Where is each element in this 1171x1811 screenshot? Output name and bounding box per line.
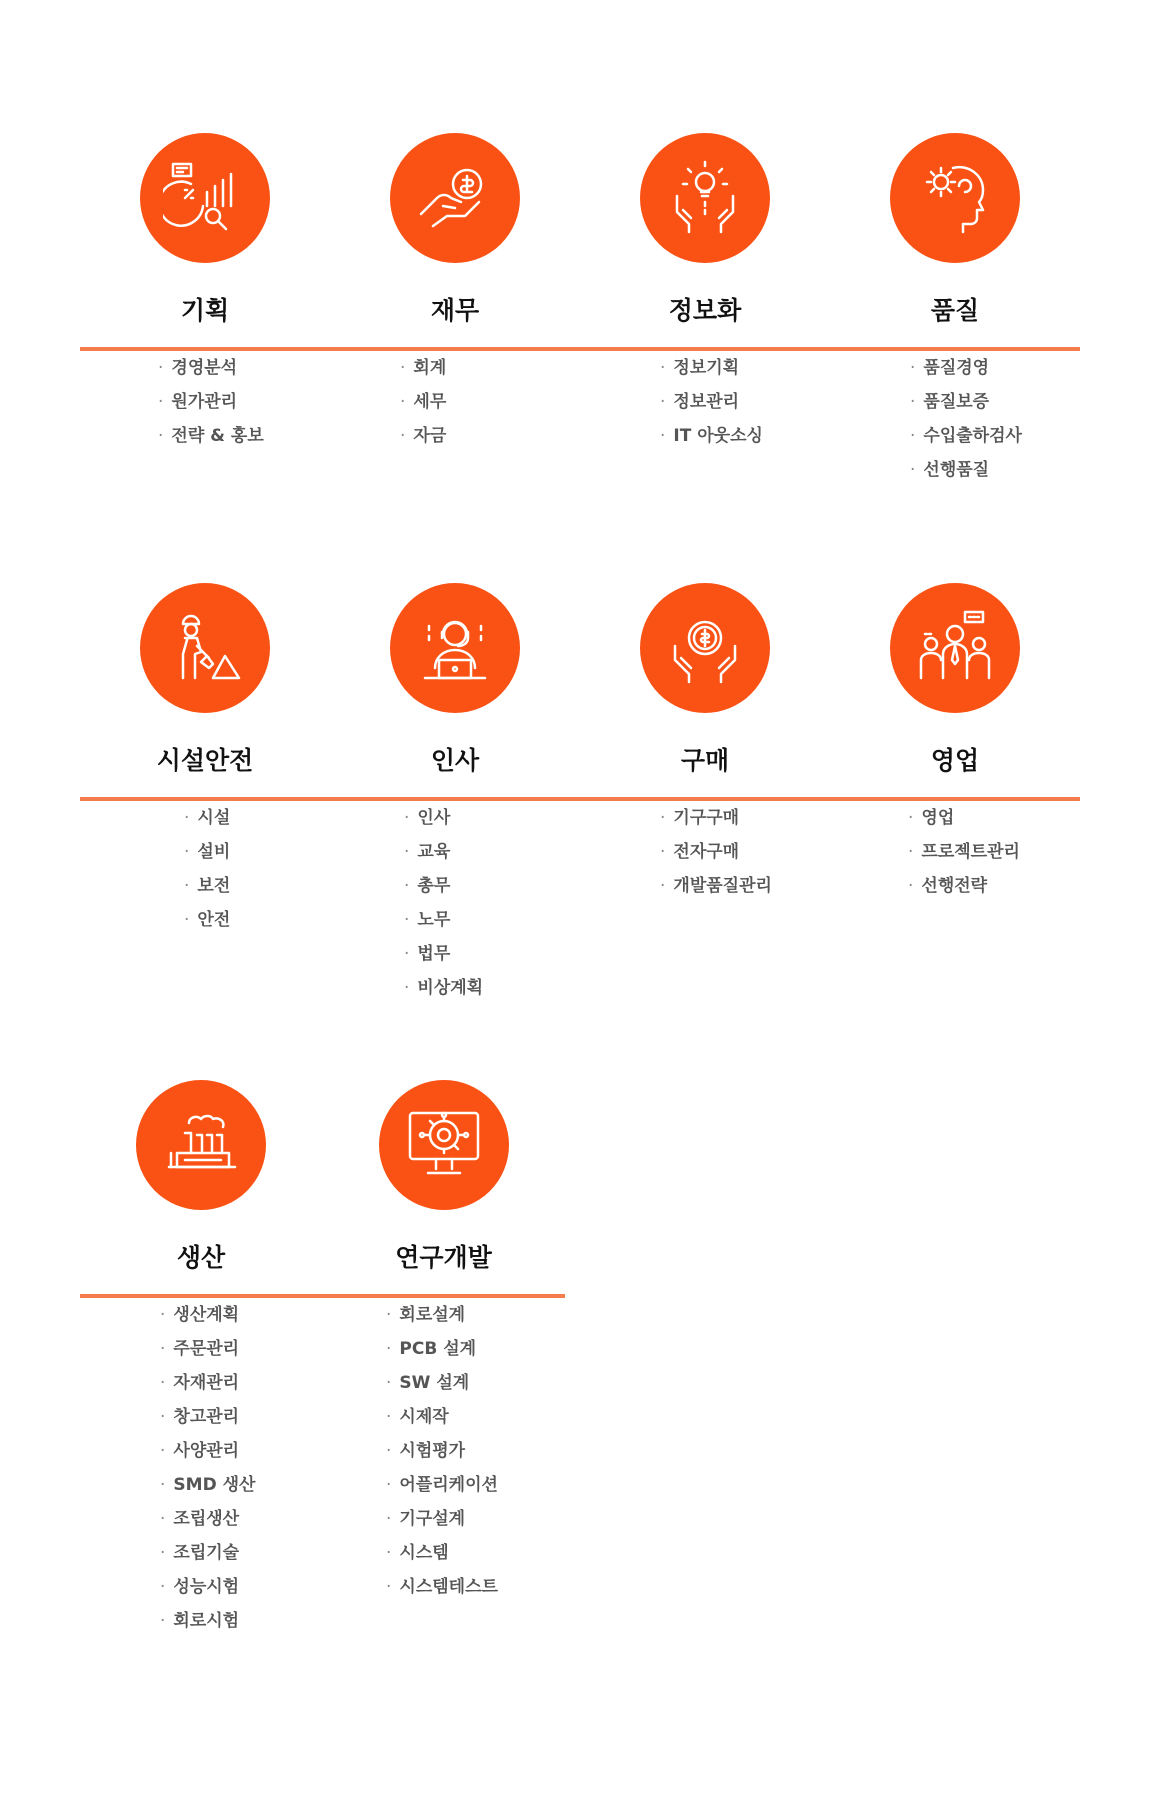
planning-chart-icon [163,156,247,240]
list-item[interactable]: · 기구설계 [386,1502,565,1536]
item-list [400,351,580,453]
item-list [910,351,1080,487]
category-title: 기획 [180,296,230,325]
category-hr[interactable] [330,583,580,779]
category-items-hr [330,801,580,1005]
list-item[interactable]: · 비상계획 [404,971,580,1005]
person-laptop-icon [413,606,497,690]
list-item[interactable]: · 세무 [400,385,580,419]
category-title: 영업 [930,746,980,775]
hands-dollar-icon [663,606,747,690]
list-item[interactable]: · 성능시험 [160,1570,322,1604]
list-item[interactable]: · 보전 [184,869,330,903]
item-list [184,801,330,937]
list-item[interactable]: · 선행전략 [908,869,1080,903]
category-title: 품질 [930,296,980,325]
category-items-planning [80,351,330,487]
category-sales[interactable] [830,583,1080,779]
list-item[interactable]: · 품질경영 [910,351,1080,385]
item-list [386,1298,565,1604]
list-item[interactable]: · 시제작 [386,1400,565,1434]
category-planning[interactable] [80,133,330,329]
list-item[interactable]: · 조립기술 [160,1536,322,1570]
category-icon-circle [140,583,270,713]
category-title: 재무 [430,296,480,325]
category-items-quality [830,351,1080,487]
list-item[interactable]: · 개발품질관리 [660,869,830,903]
list-item[interactable]: · 정보기획 [660,351,830,385]
item-list [404,801,580,1005]
factory-icon [159,1103,243,1187]
section-3 [80,1080,565,1638]
worker-shovel-icon [163,606,247,690]
list-item[interactable]: · 교육 [404,835,580,869]
category-rnd[interactable] [322,1080,565,1276]
list-item[interactable]: · 회로시험 [160,1604,322,1638]
list-item[interactable]: · 어플리케이션 [386,1468,565,1502]
category-icon-circle [390,133,520,263]
list-item[interactable]: · 시스템테스트 [386,1570,565,1604]
hand-coin-icon [413,156,497,240]
category-icon-circle [640,583,770,713]
category-title: 연구개발 [395,1243,492,1272]
section-1 [80,133,1080,487]
category-title: 정보화 [668,296,742,325]
category-icon-circle [390,583,520,713]
item-list [660,351,830,453]
list-item[interactable]: · 안전 [184,903,330,937]
category-items-production [80,1298,322,1638]
list-item[interactable]: · 시험평가 [386,1434,565,1468]
category-quality[interactable] [830,133,1080,329]
list-item[interactable]: · 주문관리 [160,1332,322,1366]
list-item[interactable]: · 선행품질 [910,453,1080,487]
list-item[interactable]: · 사양관리 [160,1434,322,1468]
category-production[interactable] [80,1080,322,1276]
list-item[interactable]: · 품질보증 [910,385,1080,419]
category-icon-circle [140,133,270,263]
category-icon-circle [890,583,1020,713]
hands-lightbulb-icon [663,156,747,240]
category-items-rnd [322,1298,565,1638]
item-list [160,1298,322,1638]
item-list [660,801,830,903]
list-item[interactable]: · IT 아웃소싱 [660,419,830,453]
head-gear-icon [913,156,997,240]
category-icon-circle [890,133,1020,263]
category-icon-circle [640,133,770,263]
list-item[interactable]: · PCB 설계 [386,1332,565,1366]
category-items-it [580,351,830,487]
list-item[interactable]: · 프로젝트관리 [908,835,1080,869]
category-title: 인사 [430,746,480,775]
list-item[interactable]: · 기구구매 [660,801,830,835]
category-items-finance [330,351,580,487]
list-item[interactable]: · 시스템 [386,1536,565,1570]
list-item[interactable]: · SMD 생산 [160,1468,322,1502]
section-2 [80,583,1080,1005]
list-item[interactable]: · 총무 [404,869,580,903]
category-title: 구매 [680,746,730,775]
monitor-circuit-icon [402,1103,486,1187]
list-item[interactable]: · 회로설계 [386,1298,565,1332]
item-list [908,801,1080,903]
category-it[interactable] [580,133,830,329]
list-item[interactable]: · 경영분석 [158,351,330,385]
list-item[interactable]: · 전자구매 [660,835,830,869]
list-item[interactable]: · 생산계획 [160,1298,322,1332]
list-item[interactable]: · 영업 [908,801,1080,835]
list-item[interactable]: · 회계 [400,351,580,385]
category-icon-circle [136,1080,266,1210]
category-items-facility-safety [80,801,330,1005]
category-facility-safety[interactable] [80,583,330,779]
list-item[interactable]: · SW 설계 [386,1366,565,1400]
category-items-sales [830,801,1080,1005]
list-item[interactable]: · 인사 [404,801,580,835]
item-list [158,351,330,453]
list-item[interactable]: · 시설 [184,801,330,835]
list-item[interactable]: · 전략 & 홍보 [158,419,330,453]
category-title: 생산 [176,1243,226,1272]
category-title: 시설안전 [156,746,254,775]
business-people-icon [913,606,997,690]
list-item[interactable]: · 정보관리 [660,385,830,419]
list-item[interactable]: · 법무 [404,937,580,971]
list-item[interactable]: · 원가관리 [158,385,330,419]
category-finance[interactable] [330,133,580,329]
category-icon-circle [379,1080,509,1210]
list-item[interactable]: · 창고관리 [160,1400,322,1434]
list-item[interactable]: · 노무 [404,903,580,937]
list-item[interactable]: · 수입출하검사 [910,419,1080,453]
category-items-purchasing [580,801,830,1005]
list-item[interactable]: · 자재관리 [160,1366,322,1400]
list-item[interactable]: · 자금 [400,419,580,453]
category-purchasing[interactable] [580,583,830,779]
list-item[interactable]: · 조립생산 [160,1502,322,1536]
list-item[interactable]: · 설비 [184,835,330,869]
